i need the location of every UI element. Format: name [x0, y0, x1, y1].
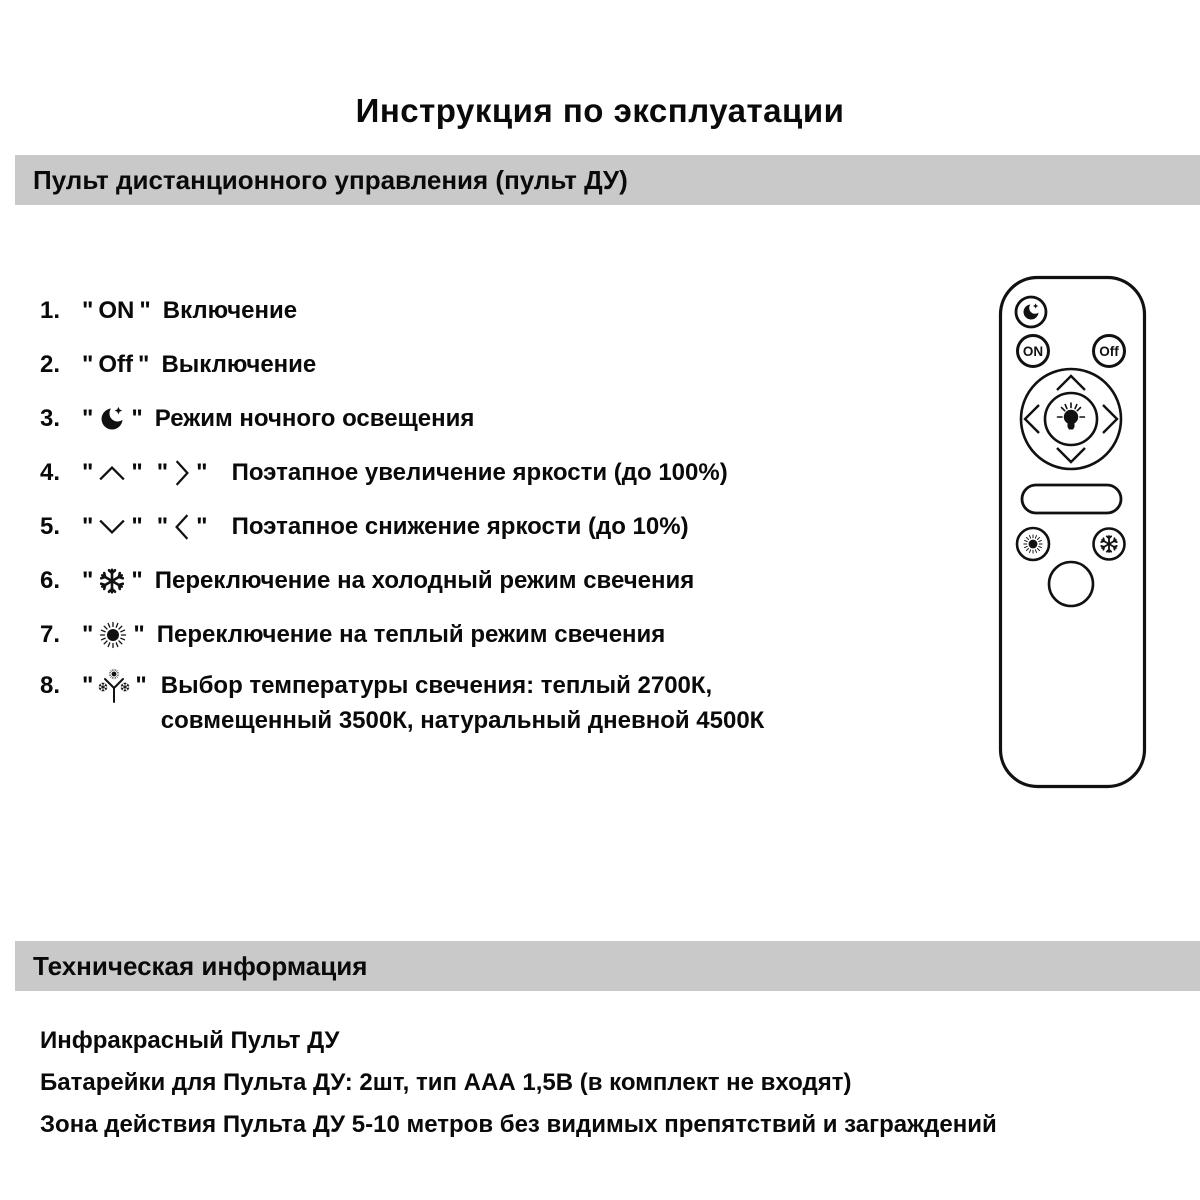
- remote-control-diagram: [998, 275, 1148, 790]
- symbol-group: [77, 459, 148, 487]
- item-description: Переключение на холодный режим свечения: [154, 567, 695, 594]
- item-description: Поэтапное увеличение яркости (до 100%): [231, 459, 728, 486]
- symbol-group: [77, 351, 154, 379]
- temperature-select-icon: [98, 668, 130, 704]
- item-description: Выключение: [161, 351, 317, 378]
- list-item-brightness-up: [40, 446, 764, 500]
- quote-mark: ": [82, 567, 94, 594]
- symbol-group: [77, 668, 152, 704]
- item-description-line1: Выбор температуры свечения: теплый 2700К,: [160, 672, 713, 699]
- symbol-group: [152, 459, 213, 487]
- list-item-on: [40, 284, 764, 338]
- quote-mark: ": [139, 297, 151, 324]
- page-title: Инструкция по эксплуатации: [355, 92, 845, 130]
- section-header-remote-label: Пульт дистанционного управления (пульт ДУ): [33, 164, 628, 195]
- item-number: 6.: [40, 567, 61, 594]
- sun-icon: [98, 620, 128, 650]
- quote-mark: ": [156, 459, 169, 486]
- section-header-tech: [15, 941, 1200, 991]
- quote-mark: ": [131, 567, 143, 594]
- symbol-group: [77, 567, 148, 595]
- item-number: 8.: [40, 672, 61, 699]
- quote-mark: ": [133, 621, 145, 648]
- symbol-group: [77, 513, 148, 541]
- quote-mark: ": [82, 621, 94, 648]
- tech-info-line-remote-type: Инфракрасный Пульт ДУ: [40, 1027, 340, 1054]
- item-number: 7.: [40, 621, 61, 648]
- on-symbol: ON: [98, 297, 135, 324]
- item-number: 5.: [40, 513, 61, 540]
- quote-mark: ": [131, 513, 143, 540]
- moon-icon: [98, 405, 126, 433]
- item-description: Поэтапное снижение яркости (до 10%): [231, 513, 689, 540]
- symbol-group: [77, 405, 148, 433]
- off-symbol: Off: [98, 351, 134, 378]
- sun-icon: [1024, 535, 1042, 553]
- item-number: 3.: [40, 405, 61, 432]
- scene-pill-button: [1022, 485, 1121, 513]
- list-item-night-mode: [40, 392, 764, 446]
- snowflake-icon: [98, 567, 126, 595]
- item-number: 2.: [40, 351, 61, 378]
- tech-info-line-range: Зона действия Пульта ДУ 5-10 метров без видимых препятствий и заграждений: [40, 1111, 997, 1138]
- quote-mark: ": [196, 459, 208, 486]
- item-description: Переключение на теплый режим свечения: [156, 621, 666, 648]
- quote-mark: ": [82, 513, 94, 540]
- list-item-off: [40, 338, 764, 392]
- quote-mark: ": [156, 513, 169, 540]
- quote-mark: ": [131, 459, 143, 486]
- section-header-remote: [15, 155, 1200, 205]
- on-button-label: ON: [1022, 344, 1044, 359]
- off-button-label: Off: [1099, 344, 1119, 359]
- item-description: Включение: [162, 297, 298, 324]
- item-description-line2: совмещенный 3500К, натуральный дневной 4500К: [160, 707, 765, 734]
- list-item-warm-mode: [40, 608, 764, 662]
- quote-mark: ": [82, 297, 94, 324]
- quote-mark: ": [135, 672, 147, 699]
- quote-mark: ": [82, 405, 94, 432]
- quote-mark: ": [82, 351, 94, 378]
- quote-mark: ": [82, 672, 94, 699]
- symbol-group: [77, 297, 156, 325]
- tech-info-line-batteries: Батарейки для Пульта ДУ: 2шт, тип ААА 1,5В (в комплект не входят): [40, 1069, 852, 1096]
- symbol-group: [77, 620, 150, 650]
- chevron-left-icon: [173, 513, 191, 541]
- item-description: Режим ночного освещения: [154, 405, 475, 432]
- quote-mark: ": [138, 351, 150, 378]
- list-item-cold-mode: [40, 554, 764, 608]
- list-item-temperature-select: [40, 668, 764, 738]
- symbol-group: [152, 513, 213, 541]
- quote-mark: ": [82, 459, 94, 486]
- item-description: [161, 668, 765, 738]
- tech-info: [40, 1020, 997, 1146]
- remote-functions-list: [40, 284, 764, 738]
- chevron-down-icon: [98, 518, 126, 536]
- chevron-up-icon: [98, 464, 126, 482]
- section-header-tech-label: Техническая информация: [33, 950, 368, 981]
- chevron-right-icon: [173, 459, 191, 487]
- list-item-brightness-down: [40, 500, 764, 554]
- item-number: 1.: [40, 297, 61, 324]
- item-number: 4.: [40, 459, 61, 486]
- quote-mark: ": [196, 513, 208, 540]
- quote-mark: ": [131, 405, 143, 432]
